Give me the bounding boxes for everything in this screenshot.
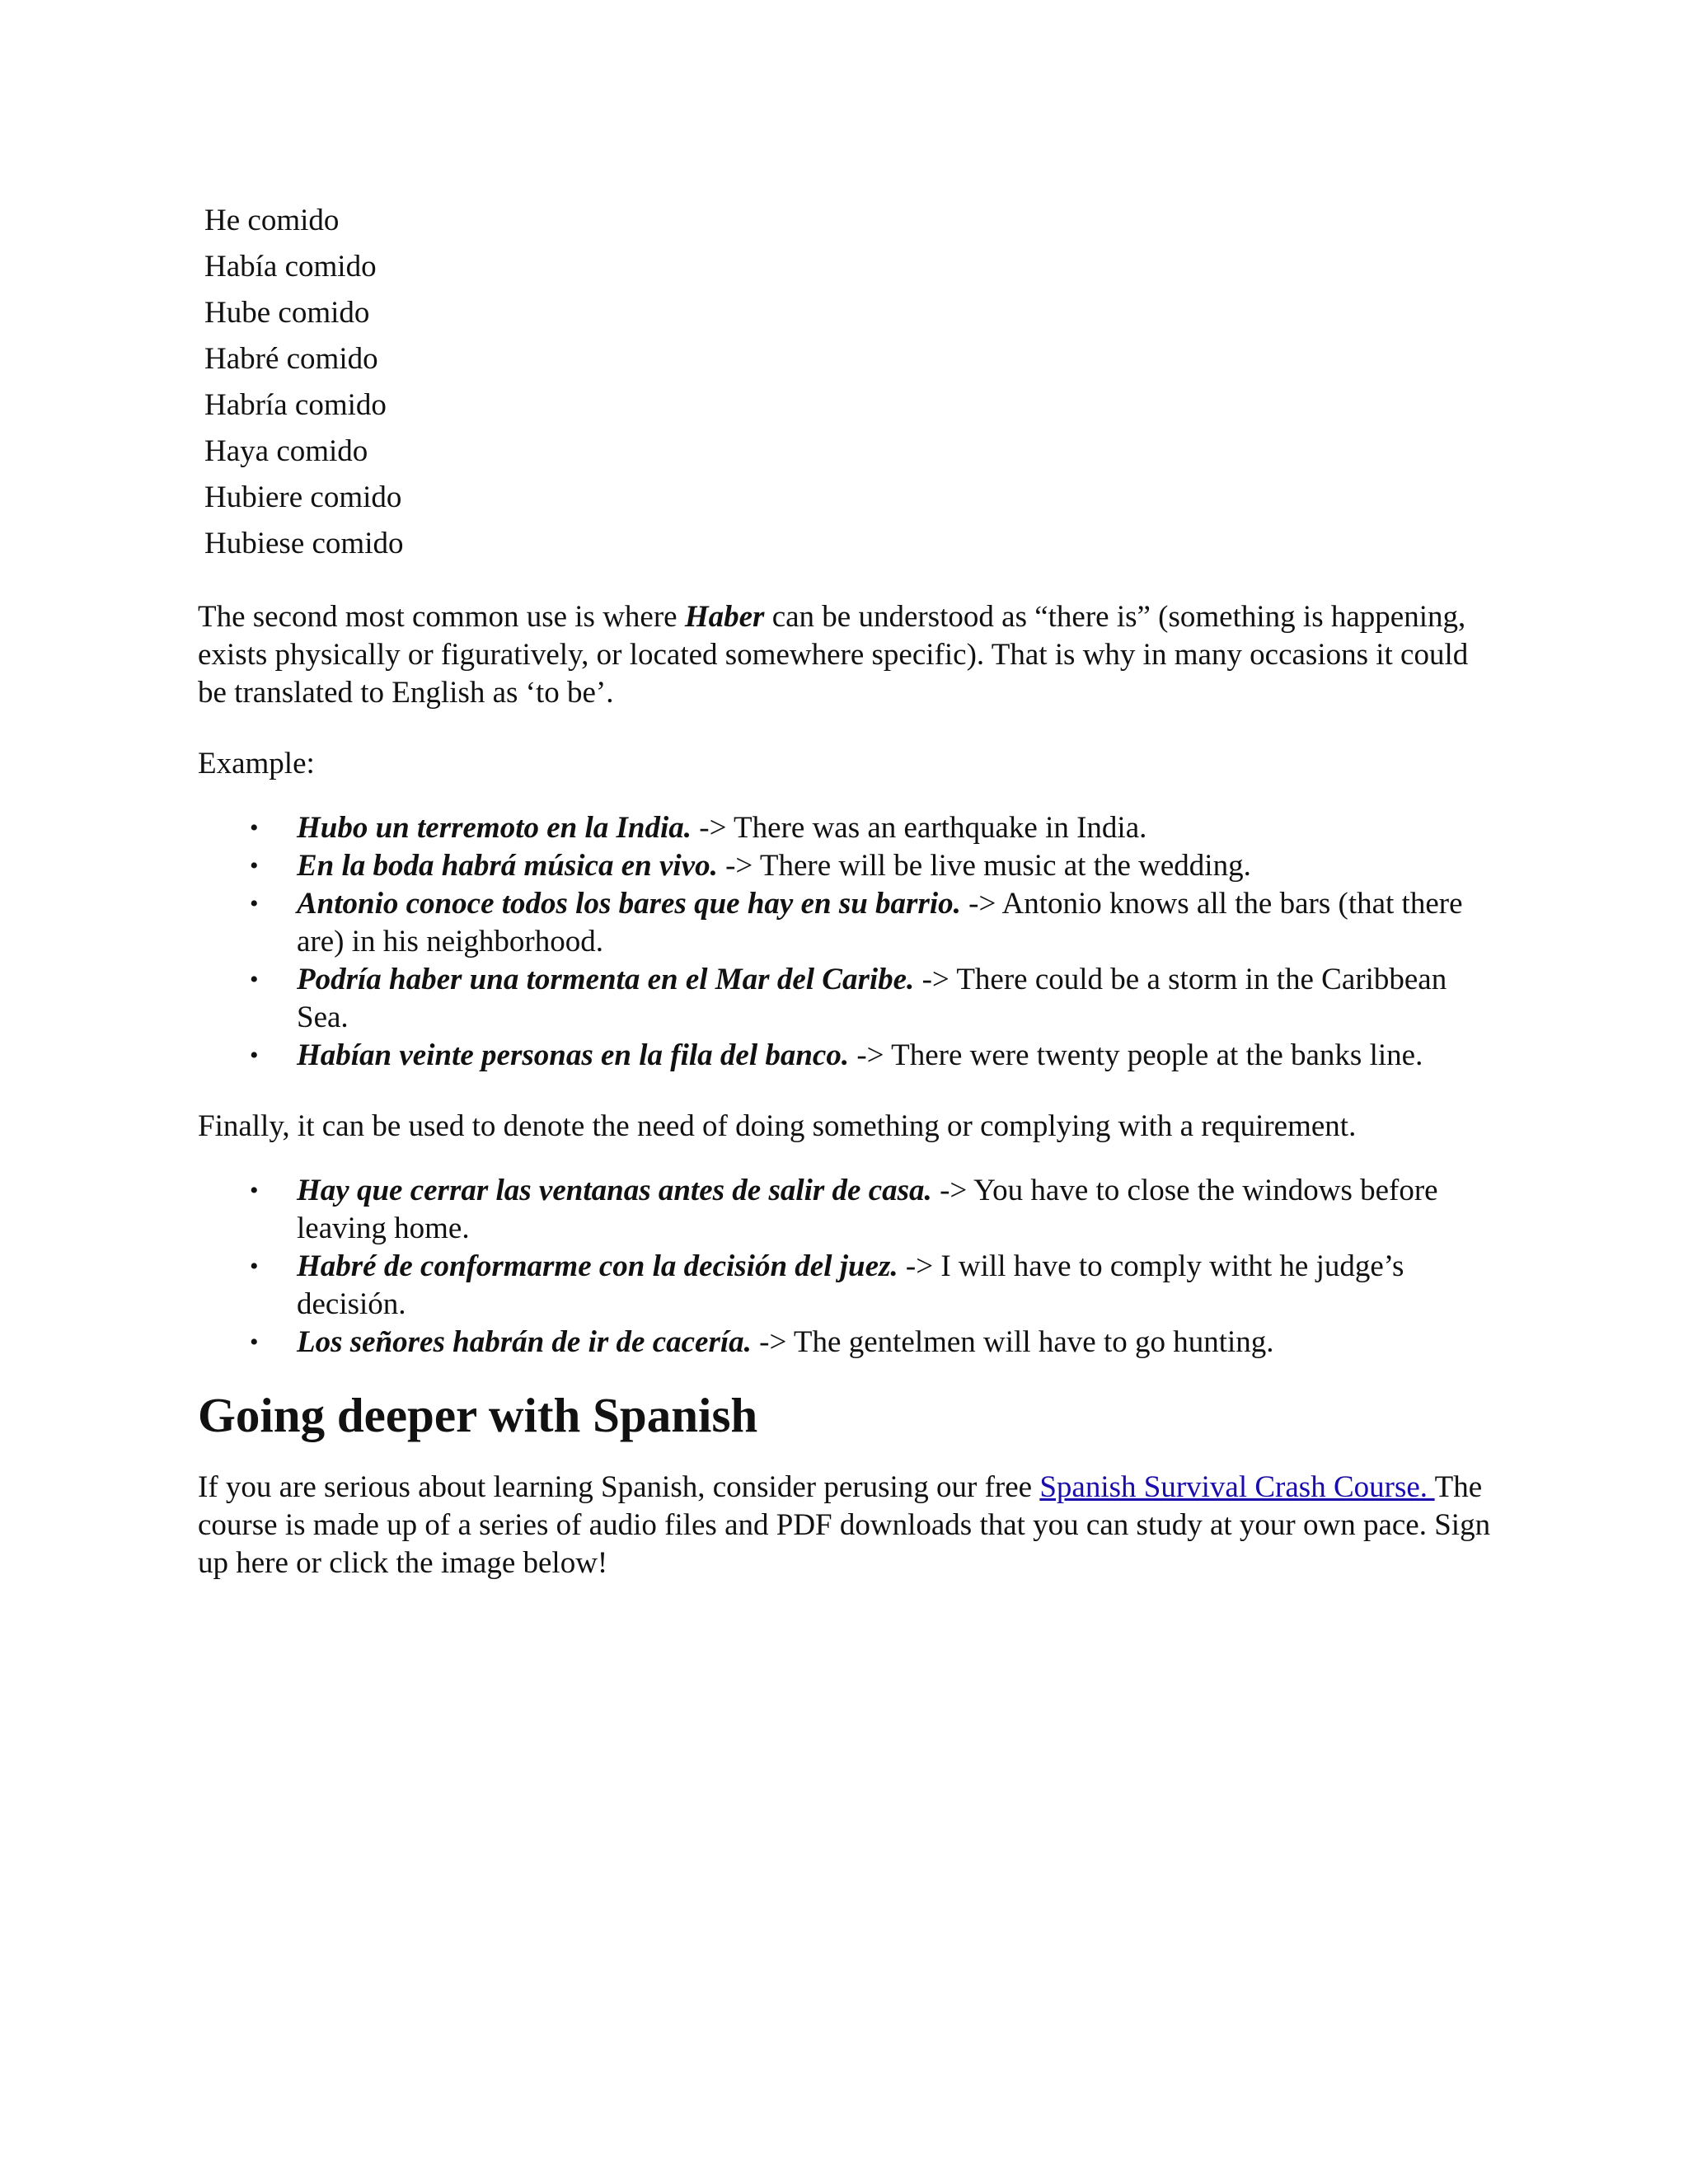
requirement-item xyxy=(250,1248,1500,1324)
conjugation-item: Hubiere comido xyxy=(204,480,402,514)
example-item xyxy=(250,885,1500,961)
examples-list xyxy=(198,809,1500,1075)
bullet-icon: • xyxy=(250,1042,259,1069)
example-item xyxy=(250,961,1500,1037)
intro-text-before: The second most common use is where xyxy=(198,600,685,634)
requirement-spanish: Hay que cerrar las ventanas antes de salir de casa. xyxy=(297,1174,932,1207)
example-english: -> There could be a storm in the Caribbean Sea. xyxy=(297,963,1447,1034)
intro-paragraph xyxy=(198,598,1500,712)
example-english: -> There was an earthquake in India. xyxy=(692,811,1147,845)
conjugation-item: He comido xyxy=(204,204,340,237)
example-english: -> There will be live music at the wedding. xyxy=(717,849,1251,883)
section-heading: Going deeper with Spanish xyxy=(198,1388,758,1442)
example-spanish: Habían veinte personas en la fila del banco. xyxy=(297,1038,850,1072)
example-spanish: En la boda habrá música en vivo. xyxy=(297,849,718,883)
example-item xyxy=(250,1037,1500,1075)
example-english: -> There were twenty people at the banks line. xyxy=(849,1038,1423,1072)
example-label: Example: xyxy=(198,747,315,780)
example-spanish: Podría haber una tormenta en el Mar del Caribe. xyxy=(297,963,915,996)
conjugation-item: Había comido xyxy=(204,250,377,284)
intro-text-after: can be understood as “there is” (something is happening, exists physically or figuratively, or located somewhere specific). That is why in many occasions it could be translated to English as ‘to be’. xyxy=(198,600,1469,710)
closing-paragraph xyxy=(198,1469,1500,1582)
conjugation-item: Haya comido xyxy=(204,434,368,468)
conjugation-item: Hube comido xyxy=(204,296,370,330)
bullet-icon: • xyxy=(250,1177,259,1204)
conjugation-item: Habría comido xyxy=(204,388,387,422)
example-item xyxy=(250,809,1500,847)
requirement-english: -> I will have to comply witht he judge’s decisión. xyxy=(297,1249,1404,1321)
bullet-icon: • xyxy=(250,1329,259,1356)
requirement-spanish: Habré de conformarme con la decisión del juez. xyxy=(297,1249,898,1283)
bullet-icon: • xyxy=(250,814,259,841)
closing-text-after: The course is made up of a series of audio files and PDF downloads that you can study at your own pace. Sign up here or click the image below! xyxy=(198,1470,1491,1580)
requirement-item xyxy=(250,1172,1500,1248)
bullet-icon: • xyxy=(250,966,259,993)
requirement-english: -> You have to close the windows before leaving home. xyxy=(297,1174,1438,1245)
requirement-spanish: Los señores habrán de ir de cacería. xyxy=(297,1325,752,1359)
finally-paragraph: Finally, it can be used to denote the need of doing something or complying with a requirement. xyxy=(198,1109,1357,1143)
example-item xyxy=(250,847,1500,885)
example-english: -> Antonio knows all the bars (that there are) in his neighborhood. xyxy=(297,887,1463,958)
crash-course-link[interactable]: Spanish Survival Crash Course. xyxy=(1039,1470,1435,1504)
conjugation-item: Hubiese comido xyxy=(204,527,404,560)
requirement-english: -> The gentelmen will have to go hunting. xyxy=(751,1325,1274,1359)
intro-emphasis: Haber xyxy=(684,600,765,634)
conjugation-item: Habré comido xyxy=(204,342,378,376)
conjugation-list xyxy=(204,198,1500,567)
requirements-list xyxy=(198,1172,1500,1361)
bullet-icon: • xyxy=(250,1253,259,1280)
example-spanish: Antonio conoce todos los bares que hay en su barrio. xyxy=(297,887,961,921)
example-spanish: Hubo un terremoto en la India. xyxy=(297,811,692,845)
closing-text-before: If you are serious about learning Spanish, consider perusing our free xyxy=(198,1470,1040,1504)
bullet-icon: • xyxy=(250,852,259,879)
requirement-item xyxy=(250,1324,1500,1361)
document-page xyxy=(198,198,1500,1582)
bullet-icon: • xyxy=(250,890,259,917)
